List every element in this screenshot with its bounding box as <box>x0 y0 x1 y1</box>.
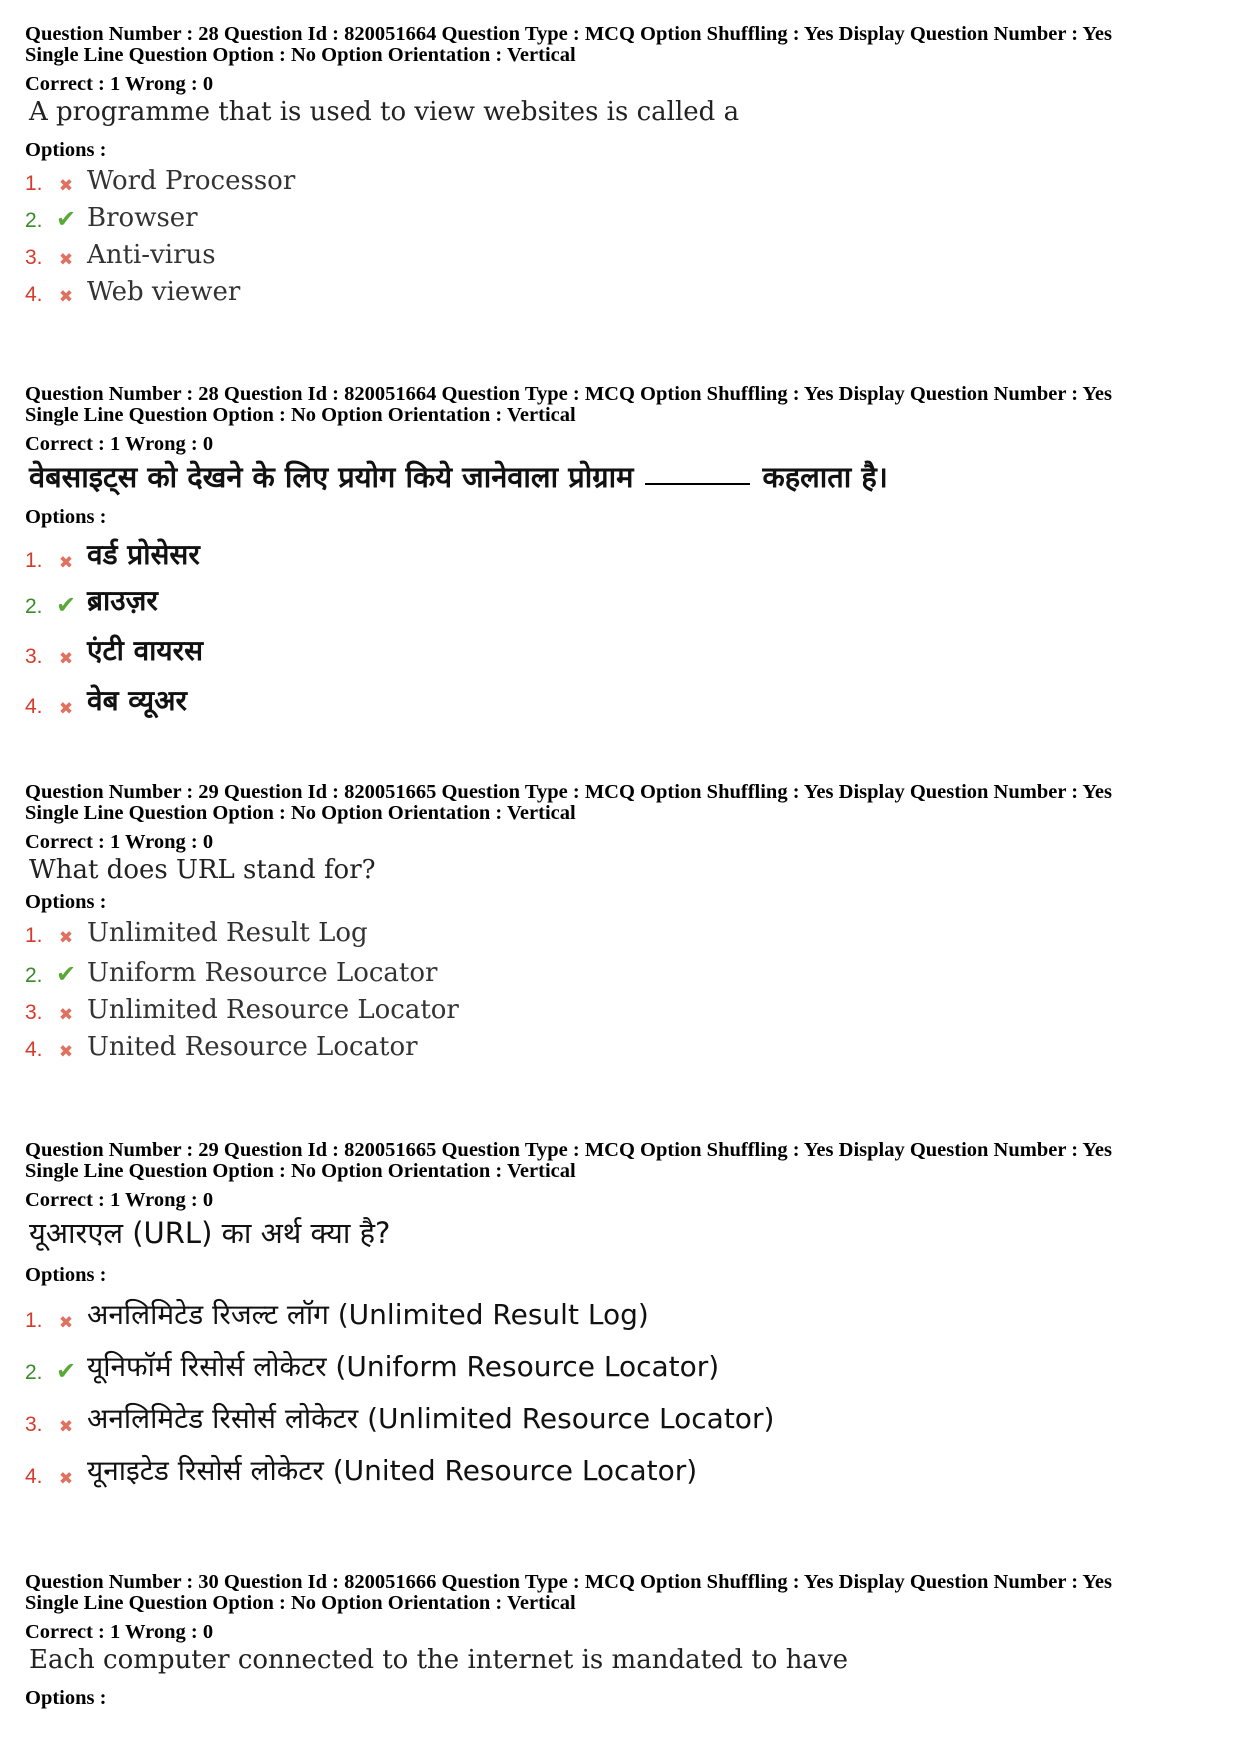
option-text: अनलिमिटेड रिसोर्स लोकेटर (Unlimited Resource Locator) <box>87 1402 775 1435</box>
question-meta-line: Single Line Question Option : No Option Orientation : Vertical <box>25 1160 576 1182</box>
question-block <box>25 1572 1215 1710</box>
check-icon: ✔ <box>55 1357 77 1385</box>
option-text: Browser <box>87 203 198 233</box>
option-number: 4. <box>25 1038 43 1061</box>
option <box>25 958 1215 988</box>
marks-line: Correct : 1 Wrong : 0 <box>25 73 214 95</box>
question-block <box>25 24 1215 384</box>
option <box>25 277 1215 307</box>
option-number: 3. <box>25 1001 43 1024</box>
cross-icon: ✖ <box>58 287 74 307</box>
question-text: A programme that is used to view websites is called a <box>29 97 740 127</box>
option-text: Web viewer <box>87 277 241 307</box>
option-number: 1. <box>25 1309 43 1332</box>
marks-line: Correct : 1 Wrong : 0 <box>25 1621 214 1643</box>
cross-icon: ✖ <box>58 1005 74 1025</box>
option-number: 1. <box>25 549 43 572</box>
option-text: Word Processor <box>87 166 296 196</box>
option <box>25 240 1215 270</box>
option <box>25 203 1215 233</box>
cross-icon: ✖ <box>58 1417 74 1437</box>
options-label: Options : <box>25 891 107 913</box>
option-text: Unlimited Resource Locator <box>87 995 459 1025</box>
question-text-part: कहलाता है। <box>762 460 888 494</box>
option-text: United Resource Locator <box>87 1032 418 1062</box>
check-icon: ✔ <box>55 205 77 233</box>
cross-icon: ✖ <box>58 553 74 573</box>
options-label: Options : <box>25 139 107 161</box>
option <box>25 1032 1215 1062</box>
option-number: 2. <box>25 1361 43 1384</box>
cross-icon: ✖ <box>58 649 74 669</box>
question-block <box>25 384 1215 782</box>
question-meta-line: Single Line Question Option : No Option Orientation : Vertical <box>25 1592 576 1614</box>
option <box>25 681 1215 719</box>
option <box>25 535 1215 573</box>
option-number: 1. <box>25 924 43 947</box>
question-meta-line: Question Number : 29 Question Id : 820051665 Question Type : MCQ Option Shuffling : Yes Display Question Number : Yes <box>25 1139 1112 1161</box>
cross-icon: ✖ <box>58 250 74 270</box>
option <box>25 1399 1215 1437</box>
marks-line: Correct : 1 Wrong : 0 <box>25 1189 214 1211</box>
question-meta-line: Single Line Question Option : No Option Orientation : Vertical <box>25 404 576 426</box>
option <box>25 1347 1215 1385</box>
marks-line: Correct : 1 Wrong : 0 <box>25 433 214 455</box>
question-meta-line: Question Number : 28 Question Id : 820051664 Question Type : MCQ Option Shuffling : Yes Display Question Number : Yes <box>25 23 1112 45</box>
option-text: यूनाइटेड रिसोर्स लोकेटर (United Resource Locator) <box>87 1454 698 1487</box>
option-text: ब्राउज़र <box>87 584 158 617</box>
cross-icon: ✖ <box>58 1469 74 1489</box>
question-block <box>25 782 1215 1140</box>
option-number: 3. <box>25 1413 43 1436</box>
options-label: Options : <box>25 1264 107 1286</box>
question-meta-line: Single Line Question Option : No Option Orientation : Vertical <box>25 802 576 824</box>
option-text: एंटी वायरस <box>87 634 204 667</box>
marks-line: Correct : 1 Wrong : 0 <box>25 831 214 853</box>
option-number: 2. <box>25 964 43 987</box>
option <box>25 581 1215 619</box>
option <box>25 1451 1215 1489</box>
option-text: Unlimited Result Log <box>87 918 368 948</box>
option-text: Anti-virus <box>87 240 216 270</box>
option-number: 1. <box>25 172 43 195</box>
cross-icon: ✖ <box>58 928 74 948</box>
option-number: 4. <box>25 1465 43 1488</box>
question-meta-line: Question Number : 29 Question Id : 820051665 Question Type : MCQ Option Shuffling : Yes Display Question Number : Yes <box>25 781 1112 803</box>
option-text: वर्ड प्रोसेसर <box>87 538 200 571</box>
option <box>25 631 1215 669</box>
option-text: Uniform Resource Locator <box>87 958 438 988</box>
option-text: अनलिमिटेड रिजल्ट लॉग (Unlimited Result Log) <box>87 1298 649 1331</box>
question-text: Each computer connected to the internet is mandated to have <box>29 1645 849 1675</box>
cross-icon: ✖ <box>58 699 74 719</box>
option-number: 2. <box>25 209 43 232</box>
question-paper <box>25 24 1215 1710</box>
option <box>25 995 1215 1025</box>
question-meta-line: Single Line Question Option : No Option Orientation : Vertical <box>25 44 576 66</box>
option-text: यूनिफॉर्म रिसोर्स लोकेटर (Uniform Resource Locator) <box>87 1350 720 1383</box>
option <box>25 918 1215 948</box>
option-text: वेब व्यूअर <box>87 684 187 717</box>
option <box>25 1295 1215 1333</box>
option-number: 3. <box>25 645 43 668</box>
cross-icon: ✖ <box>58 176 74 196</box>
question-block <box>25 1140 1215 1572</box>
option-number: 4. <box>25 695 43 718</box>
question-text <box>29 457 1215 496</box>
options-label: Options : <box>25 506 107 528</box>
cross-icon: ✖ <box>58 1042 74 1062</box>
question-text-part: वेबसाइट्स को देखने के लिए प्रयोग किये जानेवाला प्रोग्राम <box>29 460 634 494</box>
option <box>25 166 1215 196</box>
question-text: What does URL stand for? <box>29 855 376 885</box>
option-number: 2. <box>25 595 43 618</box>
question-text: यूआरएल (URL) का अर्थ क्या है? <box>29 1216 391 1250</box>
options-label: Options : <box>25 1687 107 1709</box>
option-number: 3. <box>25 246 43 269</box>
fill-in-blank <box>645 482 750 485</box>
question-meta-line: Question Number : 30 Question Id : 820051666 Question Type : MCQ Option Shuffling : Yes Display Question Number : Yes <box>25 1571 1112 1593</box>
question-meta-line: Question Number : 28 Question Id : 820051664 Question Type : MCQ Option Shuffling : Yes Display Question Number : Yes <box>25 383 1112 405</box>
option-number: 4. <box>25 283 43 306</box>
check-icon: ✔ <box>55 591 77 619</box>
cross-icon: ✖ <box>58 1313 74 1333</box>
check-icon: ✔ <box>55 960 77 988</box>
